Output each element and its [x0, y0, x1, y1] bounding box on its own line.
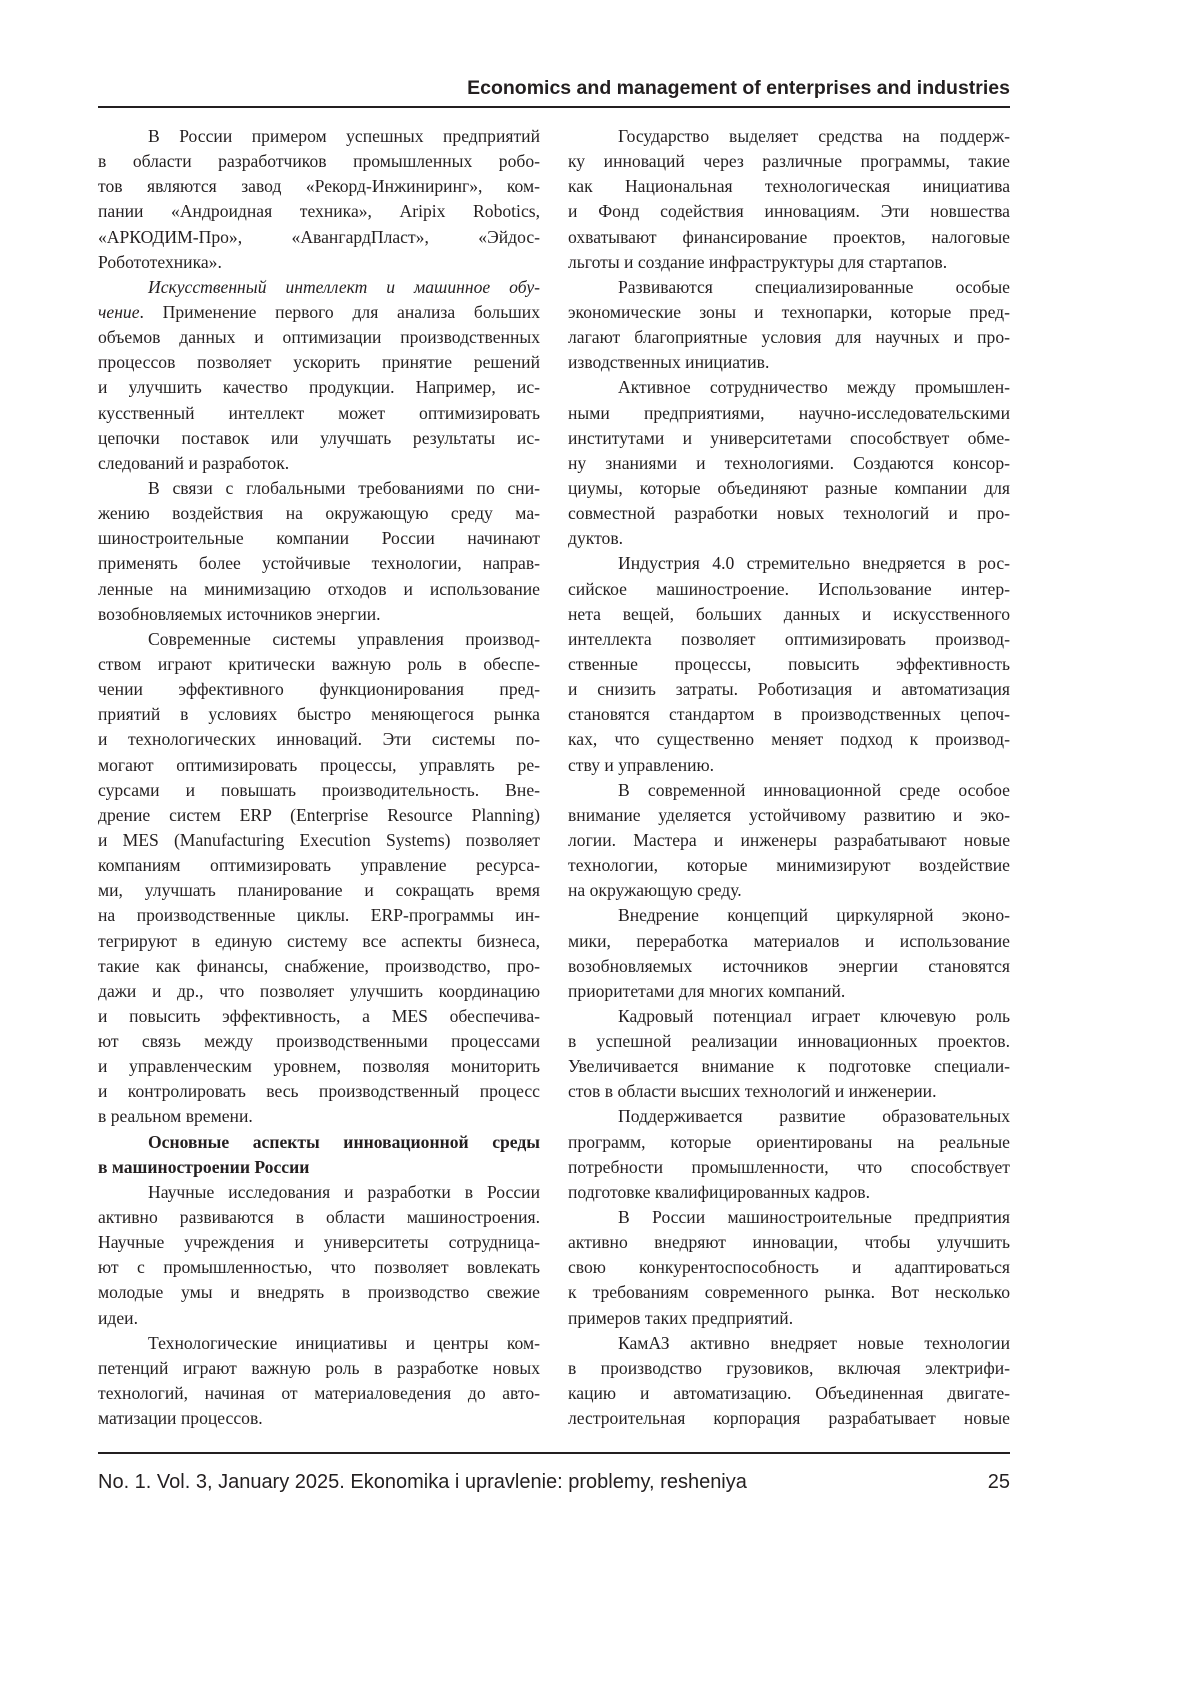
paragraph	[98, 1180, 540, 1331]
text-line	[98, 300, 540, 325]
paragraph	[98, 1331, 540, 1432]
text-line: ку инноваций через различные программы, такие	[568, 149, 1010, 174]
text-line: лестроительная корпорация разрабатывает новые	[568, 1406, 1010, 1431]
text-line: в области разработчиков промышленных робо-	[98, 149, 540, 174]
text-line: матизации процессов.	[98, 1406, 540, 1431]
text-line: активно развиваются в области машиностроения.	[98, 1205, 540, 1230]
text-line: охватывают финансирование проектов, налоговые	[568, 225, 1010, 250]
text-line: ют с промышленностью, что позволяет вовлекать	[98, 1255, 540, 1280]
text-line: петенций играют важную роль в разработке новых	[98, 1356, 540, 1381]
text-line: возобновляемых источников энергии становятся	[568, 954, 1010, 979]
paragraph	[568, 1205, 1010, 1331]
text-line: технологии, которые минимизируют воздействие	[568, 853, 1010, 878]
text-line: подготовке квалифицированных кадров.	[568, 1180, 1010, 1205]
text-line: Робототехника».	[98, 250, 540, 275]
paragraph	[568, 1104, 1010, 1205]
text-line: стов в области высших технологий и инженерии.	[568, 1079, 1010, 1104]
text-line: свою конкурентоспособность и адаптироваться	[568, 1255, 1010, 1280]
text-line: кусственный интеллект может оптимизировать	[98, 401, 540, 426]
text-line: Активное сотрудничество между промышлен-	[568, 375, 1010, 400]
text-line: программ, которые ориентированы на реальные	[568, 1130, 1010, 1155]
text-line: ству и управлению.	[568, 753, 1010, 778]
text-line: и управленческим уровнем, позволяя мониторить	[98, 1054, 540, 1079]
paragraph	[98, 124, 540, 275]
text-line: Технологические инициативы и центры ком-	[98, 1331, 540, 1356]
text-line: активно внедряют инновации, чтобы улучшить	[568, 1230, 1010, 1255]
text-line: «АРКОДИМ-Про», «АвангардПласт», «Эйдос-	[98, 225, 540, 250]
text-line: в производство грузовиков, включая электрифи-	[568, 1356, 1010, 1381]
text-line	[98, 275, 540, 300]
text-line: кацию и автоматизацию. Объединенная двигате-	[568, 1381, 1010, 1406]
text-line: ленные на минимизацию отходов и использование	[98, 577, 540, 602]
text-line: компаниям оптимизировать управление ресурса-	[98, 853, 540, 878]
text-line: применять более устойчивые технологии, направ-	[98, 551, 540, 576]
italic-term: Искусственный интеллект и машинное обу-	[148, 277, 540, 297]
left-column	[98, 124, 540, 1431]
paragraph	[568, 551, 1010, 777]
text-line: и повысить эффективность, а MES обеспечива-	[98, 1004, 540, 1029]
text-line: на окружающую среду.	[568, 878, 1010, 903]
text-line: Внедрение концепций циркулярной эконо-	[568, 903, 1010, 928]
text-line: жению воздействия на окружающую среду ма-	[98, 501, 540, 526]
running-header: Economics and management of enterprises and industries	[467, 77, 1010, 100]
text-line: в машиностроении России	[98, 1155, 540, 1180]
footer-citation: No. 1. Vol. 3, January 2025. Ekonomika i upravlenie: problemy, resheniya	[98, 1471, 747, 1494]
text-line: сурсами и повышать производительность. Вне-	[98, 778, 540, 803]
text-line: тов являются завод «Рекорд-Инжиниринг», ком-	[98, 174, 540, 199]
text-line: пании «Андроидная техника», Aripix Robotics,	[98, 199, 540, 224]
paragraph	[98, 476, 540, 627]
text-line: сийское машиностроение. Использование интер-	[568, 577, 1010, 602]
text-line: и улучшить качество продукции. Например, ис-	[98, 375, 540, 400]
paragraph	[568, 375, 1010, 551]
text-line: ми, улучшать планирование и сокращать время	[98, 878, 540, 903]
text-line: технологий, начиная от материаловедения до авто-	[98, 1381, 540, 1406]
text-line: экономические зоны и технопарки, которые пред-	[568, 300, 1010, 325]
text-line: В современной инновационной среде особое	[568, 778, 1010, 803]
text-line: примеров таких предприятий.	[568, 1306, 1010, 1331]
paragraph	[568, 275, 1010, 376]
text-line: дажи и др., что позволяет улучшить координацию	[98, 979, 540, 1004]
text-line: мики, переработка материалов и использование	[568, 929, 1010, 954]
page-number: 25	[988, 1471, 1010, 1494]
text-line: ными предприятиями, научно-исследовательскими	[568, 401, 1010, 426]
text-line: логии. Мастера и инженеры разрабатывают новые	[568, 828, 1010, 853]
text-line: институтами и университетами способствует обме-	[568, 426, 1010, 451]
text-line: ну знаниями и технологиями. Создаются консор-	[568, 451, 1010, 476]
text-line: молодые умы и внедрять в производство свежие	[98, 1280, 540, 1305]
text-line: В связи с глобальными требованиями по сни-	[98, 476, 540, 501]
text-line: в реальном времени.	[98, 1104, 540, 1129]
header-divider	[98, 106, 1010, 108]
text-line: на производственные циклы. ERP-программы ин-	[98, 903, 540, 928]
text-line: и технологических инноваций. Эти системы по-	[98, 727, 540, 752]
text-line: объемов данных и оптимизации производственных	[98, 325, 540, 350]
text-line: Основные аспекты инновационной среды	[98, 1130, 540, 1155]
text-line: в успешной реализации инновационных проектов.	[568, 1029, 1010, 1054]
paragraph	[568, 778, 1010, 904]
text-line: и снизить затраты. Роботизация и автоматизация	[568, 677, 1010, 702]
section-heading	[98, 1130, 540, 1180]
text-line: идеи.	[98, 1306, 540, 1331]
text-line: В России примером успешных предприятий	[98, 124, 540, 149]
text-line: совместной разработки новых технологий и про-	[568, 501, 1010, 526]
text-line: и Фонд содействия инновациям. Эти новшества	[568, 199, 1010, 224]
text-line: Научные учреждения и университеты сотрудница-	[98, 1230, 540, 1255]
text-line: цепочки поставок или улучшать результаты ис-	[98, 426, 540, 451]
footer-divider	[98, 1452, 1010, 1454]
text-line: и контролировать весь производственный процесс	[98, 1079, 540, 1104]
text-line: Научные исследования и разработки в России	[98, 1180, 540, 1205]
paragraph	[98, 627, 540, 1130]
text-line: внимание уделяется устойчивому развитию и эко-	[568, 803, 1010, 828]
italic-term: чение	[98, 302, 140, 322]
text-line: Поддерживается развитие образовательных	[568, 1104, 1010, 1129]
text-line: лагают благоприятные условия для научных и про-	[568, 325, 1010, 350]
text-line: Современные системы управления производ-	[98, 627, 540, 652]
text-line: КамАЗ активно внедряет новые технологии	[568, 1331, 1010, 1356]
paragraph	[568, 1004, 1010, 1105]
text-line: льготы и создание инфраструктуры для стартапов.	[568, 250, 1010, 275]
text-line: тегрируют в единую систему все аспекты бизнеса,	[98, 929, 540, 954]
text-line: чении эффективного функционирования пред-	[98, 677, 540, 702]
paragraph	[568, 1331, 1010, 1432]
text-line: ственные процессы, повысить эффективность	[568, 652, 1010, 677]
text-line: процессов позволяет ускорить принятие решений	[98, 350, 540, 375]
text-line: и MES (Manufacturing Execution Systems) позволяет	[98, 828, 540, 853]
text-line: изводственных инициатив.	[568, 350, 1010, 375]
text-line: дрение систем ERP (Enterprise Resource Planning)	[98, 803, 540, 828]
text-line: ством играют критически важную роль в обеспе-	[98, 652, 540, 677]
text-line: как Национальная технологическая инициатива	[568, 174, 1010, 199]
text-line: шиностроительные компании России начинают	[98, 526, 540, 551]
text-line: следований и разработок.	[98, 451, 540, 476]
text-line: потребности промышленности, что способствует	[568, 1155, 1010, 1180]
paragraph	[568, 124, 1010, 275]
text-line: ют связь между производственными процессами	[98, 1029, 540, 1054]
text-line: В России машиностроительные предприятия	[568, 1205, 1010, 1230]
paragraph	[98, 275, 540, 476]
text-line: приятий в условиях быстро меняющегося рынка	[98, 702, 540, 727]
paragraph	[568, 903, 1010, 1004]
text-line: Развиваются специализированные особые	[568, 275, 1010, 300]
text-line: ках, что существенно меняет подход к производ-	[568, 727, 1010, 752]
text-line: могают оптимизировать процессы, управлять ре-	[98, 753, 540, 778]
text-line: дуктов.	[568, 526, 1010, 551]
text-line: Индустрия 4.0 стремительно внедряется в рос-	[568, 551, 1010, 576]
text-line: становятся стандартом в производственных цепоч-	[568, 702, 1010, 727]
right-column	[568, 124, 1010, 1431]
text-line: к требованиям современного рынка. Вот несколько	[568, 1280, 1010, 1305]
text-line: интеллекта позволяет оптимизировать производ-	[568, 627, 1010, 652]
text-line: нета вещей, больших данных и искусственного	[568, 602, 1010, 627]
text-line: циумы, которые объединяют разные компании для	[568, 476, 1010, 501]
text-line: Кадровый потенциал играет ключевую роль	[568, 1004, 1010, 1029]
text-line: Увеличивается внимание к подготовке специали-	[568, 1054, 1010, 1079]
text-line: Государство выделяет средства на поддерж-	[568, 124, 1010, 149]
text-run: . Применение первого для анализа больших	[140, 302, 540, 322]
text-line: такие как финансы, снабжение, производство, про-	[98, 954, 540, 979]
text-line: возобновляемых источников энергии.	[98, 602, 540, 627]
text-line: приоритетами для многих компаний.	[568, 979, 1010, 1004]
